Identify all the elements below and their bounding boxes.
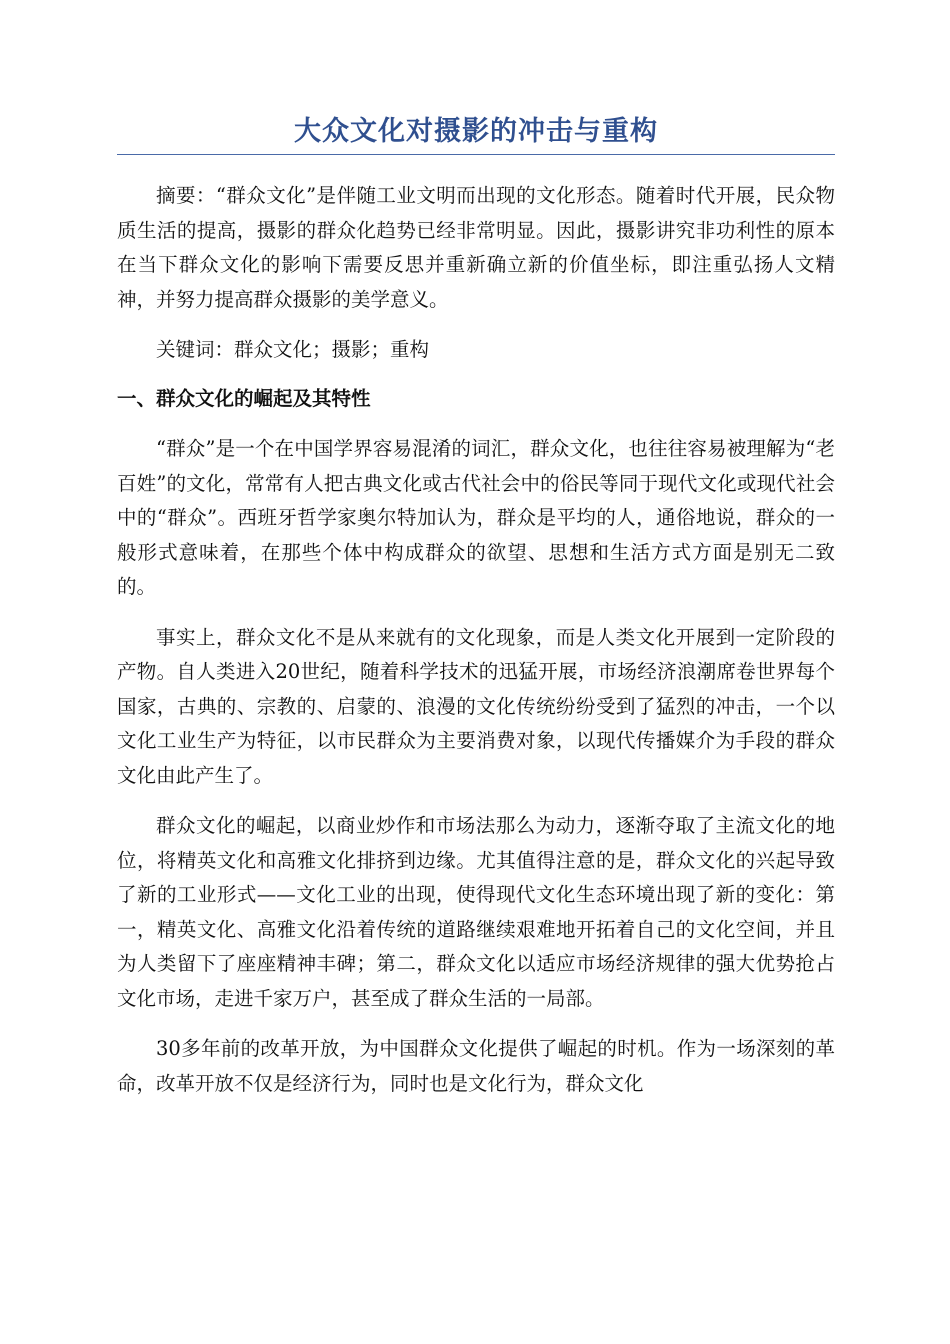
body-paragraph: 事实上，群众文化不是从来就有的文化现象，而是人类文化开展到一定阶段的产物。自人类进入20世纪，随着科学技术的迅猛开展，市场经济浪潮席卷世界每个国家，古典的、宗教的、启蒙的、浪漫的文化传统纷纷受到了猛烈的冲击，一个以文化工业生产为特征，以市民群众为主要消费对象，以现代传播媒介为手段的群众文化由此产生了。	[117, 625, 835, 787]
body-paragraph: “群众”是一个在中国学界容易混淆的词汇，群众文化，也往往容易被理解为“老百姓”的文化，常常有人把古典文化或古代社会中的俗民等同于现代文化或现代社会中的“群众”。西班牙哲学家奥尔特加认为，群众是平均的人，通俗地说，群众的一般形式意味着，在那些个体中构成群众的欲望、思想和生活方式方面是别无二致的。	[117, 437, 835, 598]
body-paragraph: 群众文化的崛起，以商业炒作和市场法那么为动力，逐渐夺取了主流文化的地位，将精英文化和高雅文化排挤到边缘。尤其值得注意的是，群众文化的兴起导致了新的工业形式——文化工业的出现，使得现代文化生态环境出现了新的变化：第一，精英文化、高雅文化沿着传统的道路继续艰难地开拓着自己的文化空间，并且为人类留下了座座精神丰碑；第二，群众文化以适应市场经济规律的强大优势抢占文化市场，走进千家万户，甚至成了群众生活的一局部。	[117, 814, 835, 1010]
document-title: 大众文化对摄影的冲击与重构	[117, 112, 835, 155]
keywords-line: 关键词：群众文化；摄影；重构	[156, 338, 430, 361]
body-paragraph: 30多年前的改革开放，为中国群众文化提供了崛起的时机。作为一场深刻的革命，改革开放不仅是经济行为，同时也是文化行为，群众文化	[117, 1037, 835, 1095]
section-heading: 一、群众文化的崛起及其特性	[117, 386, 371, 410]
document-page	[117, 112, 835, 1101]
abstract-paragraph: 摘要：“群众文化”是伴随工业文明而出现的文化形态。随着时代开展，民众物质生活的提高，摄影的群众化趋势已经非常明显。因此，摄影讲究非功利性的原本在当下群众文化的影响下需要反思并重新确立新的价值坐标，即注重弘扬人文精神，并努力提高群众摄影的美学意义。	[117, 184, 835, 311]
